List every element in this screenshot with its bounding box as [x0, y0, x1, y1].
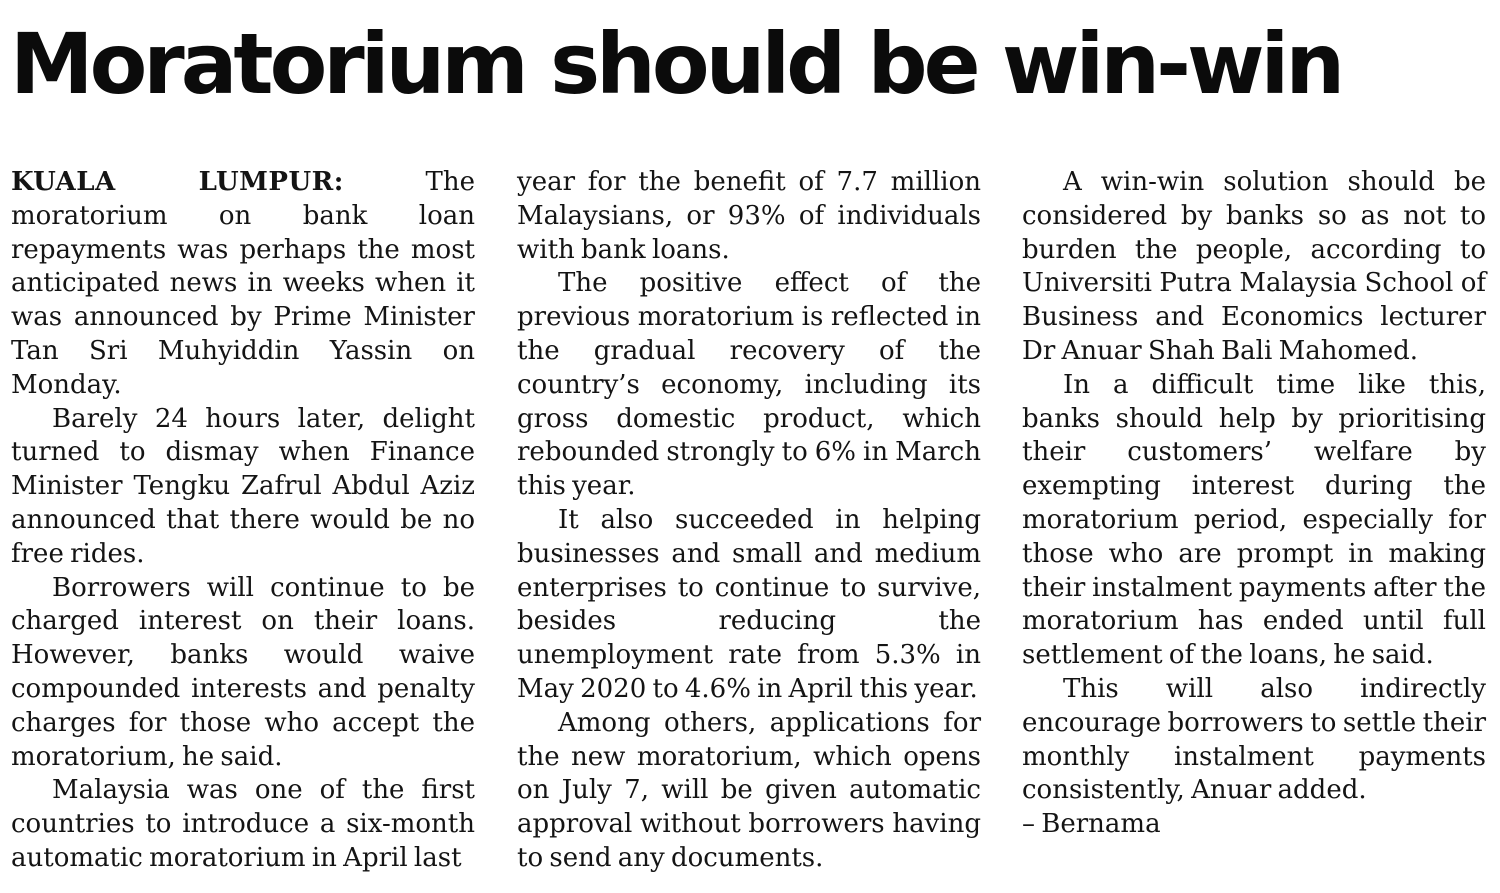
paragraph-3: Borrowers will continue to be charged interest on their loans. However, banks would waive compounded interests and penalty charges for those who accept the moratorium, he said. [11, 572, 475, 772]
paragraph-2: Barely 24 hours later, delight turned to dismay when Finance Minister Tengku Zafrul Abdul Aziz announced that there would be no free rides. [11, 403, 475, 569]
paragraph-6: The positive effect of the previous moratorium is reflected in the gradual recovery of the country’s economy, including its gross domestic product, which rebounded strongly to 6% in March this year. [517, 268, 981, 502]
paragraph-4: Malaysia was one of the first countries to introduce a six-month automatic moratorium in April last [11, 775, 475, 873]
article-column-1 [11, 166, 475, 876]
byline-paragraph [1022, 808, 1486, 842]
paragraph-5: year for the benefit of 7.7 million Malaysians, or 93% of individuals with bank loans. [517, 167, 981, 265]
article-column-2 [517, 166, 981, 876]
dateline: KUALA LUMPUR: [11, 167, 344, 197]
headline: Moratorium should be win-win [10, 15, 1342, 113]
byline: – Bernama [1022, 809, 1161, 840]
paragraph-7: It also succeeded in helping businesses and small and medium enterprises to continue to survive, besides reducing the unemployment rate from 5.3% in May 2020 to 4.6% in April this year. [517, 504, 981, 704]
paragraph-10: In a difficult time like this, banks should help by prioritising their customers’ welfare by exempting interest during the moratorium period, especially for those who are prompt in making their instalment payments after the moratorium has ended until full settlement of the loans, he said. [1022, 369, 1486, 671]
article-column-3 [1022, 166, 1486, 842]
paragraph-1-text: The moratorium on bank loan repayments was perhaps the most anticipated news in weeks when it was announced by Prime Minister Tan Sri Muhyiddin Yassin on Monday. [11, 167, 475, 400]
paragraph-11: This will also indirectly encourage borrowers to settle their monthly instalment payments consistently, Anuar added. [1022, 673, 1486, 806]
paragraph-9: A win-win solution should be considered by banks so as not to burden the people, according to Universiti Putra Malaysia School of Business and Economics lecturer Dr Anuar Shah Bali Mahomed. [1022, 167, 1486, 366]
paragraph-1 [11, 166, 475, 403]
paragraph-8: Among others, applications for the new moratorium, which opens on July 7, will be given automatic approval without borrowers having to send any documents. [517, 707, 981, 873]
